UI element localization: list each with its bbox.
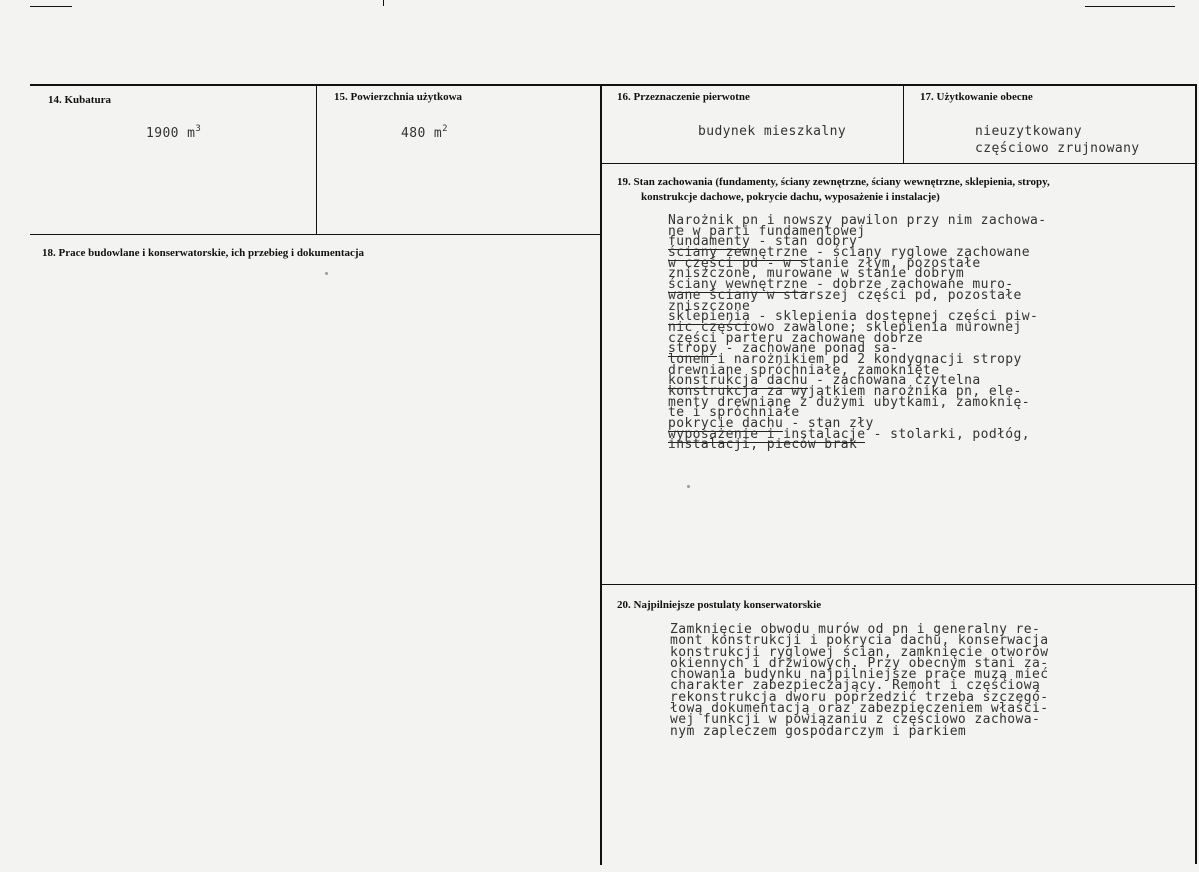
paper-speck bbox=[325, 272, 328, 275]
condition-category-label: fundamenty bbox=[668, 234, 751, 250]
field-15-value bbox=[401, 124, 448, 141]
divider-15-16 bbox=[600, 85, 602, 865]
condition-line-text: - ściany ryglowe zachowane bbox=[807, 245, 1030, 261]
condition-line-text: - sklepienia dostępnej części piw- bbox=[750, 309, 1039, 325]
condition-line-text: - stan zły bbox=[783, 416, 874, 432]
condition-line-text: zniszczone, murowane w stanie dobrym bbox=[668, 266, 965, 282]
field-16-value: budynek mieszkalny bbox=[698, 124, 847, 139]
postulate-line: wej funkcji w powiązaniu z częściowo zachowa- bbox=[670, 712, 1041, 728]
field-16-label: 16. Przeznaczenie pierwotne bbox=[617, 91, 750, 103]
postulate-line: chowania budynku najpilniejsze prace muzą mieć bbox=[670, 667, 1049, 683]
divider-14-15 bbox=[316, 85, 317, 235]
condition-category-label: ściany wewnętrzne bbox=[668, 277, 808, 293]
field-14-label: 14. Kubatura bbox=[48, 94, 111, 106]
condition-line-text: - dobrze zachowane muro- bbox=[807, 277, 1014, 293]
condition-category-label: ściany zewnętrzne bbox=[668, 245, 808, 261]
condition-line-text: części parteru zachowane dobrze bbox=[668, 330, 924, 346]
postulate-line: łową dokumentacją oraz zabezpieczeniem właści- bbox=[670, 701, 1049, 717]
condition-line-text: te i spróchniałe bbox=[668, 405, 800, 421]
condition-line-text: Narożnik pn i nowszy pawilon przy nim zachowa- bbox=[668, 213, 1047, 228]
field-19-condition-text bbox=[668, 213, 1047, 453]
condition-category-label: stropy bbox=[668, 341, 718, 357]
postulate-line: okiennych i drzwiowych. Przy obecnym stani za- bbox=[670, 655, 1049, 671]
field-15-value-text: 480 m bbox=[401, 126, 443, 141]
postulate-line: konstrukcji ryglowej ścian, zamknięcie otworów bbox=[670, 644, 1049, 660]
divider-row-14-18 bbox=[30, 234, 601, 235]
field-17-label: 17. Użytkowanie obecne bbox=[920, 91, 1033, 103]
top-edge-tick-line-right bbox=[1085, 6, 1175, 7]
field-14-unit-exponent: 3 bbox=[195, 124, 202, 134]
condition-category-label: wyposażenie i instalacje bbox=[668, 426, 866, 442]
condition-category-label: konstrukcja dachu bbox=[668, 373, 808, 389]
condition-line-text: - stolarki, podłóg, bbox=[865, 426, 1030, 442]
field-19-label-line-2: konstrukcje dachowe, pokrycie dachu, wyposażenie i instalacje) bbox=[641, 191, 940, 203]
field-14-value bbox=[146, 124, 201, 141]
field-15-label: 15. Powierzchnia użytkowa bbox=[334, 91, 463, 103]
field-17-value-line-2: częściowo zrujnowany bbox=[975, 141, 1140, 156]
condition-line-text: - zachowane ponad sa- bbox=[717, 341, 899, 357]
condition-category-label: pokrycie dachu bbox=[668, 416, 784, 432]
condition-line-text: - stan dobry bbox=[750, 234, 858, 250]
divider-16-17 bbox=[903, 85, 904, 164]
condition-line-text: nic częściowo zawalone; sklepienia murownej bbox=[668, 319, 1022, 335]
postulate-line: charakter zabezpieczający. Remont i częściową bbox=[670, 678, 1041, 694]
field-14-value-text: 1900 m bbox=[146, 126, 196, 141]
divider-row-16-19 bbox=[601, 163, 1197, 164]
condition-line-text: drewniane spróchniałe, zamoknięte bbox=[668, 362, 940, 378]
postulate-line: mont konstrukcji i pokrycia dachu, konserwacja bbox=[670, 633, 1049, 649]
condition-line-text: wane ściany w starszej części pd, pozostałe bbox=[668, 287, 1022, 303]
condition-line-text: menty drewniane z dużymi ubytkami, zamoknię- bbox=[668, 394, 1030, 410]
field-19-label-line-1: 19. Stan zachowania (fundamenty, ściany zewnętrzne, ściany wewnętrzne, sklepienia, stropy, bbox=[617, 176, 1050, 188]
postulate-line: nym zapleczem gospodarczym i parkiem bbox=[670, 723, 967, 739]
paper-speck bbox=[687, 485, 690, 488]
field-15-unit-exponent: 2 bbox=[442, 124, 448, 134]
condition-line-text: w części pd - w stanie złym, pozostałe bbox=[668, 255, 981, 271]
condition-line-text: lonem i narożnikiem pd 2 kondygnacji stropy bbox=[668, 351, 1022, 367]
postulate-line: Zamknięcie obwodu murów od pn i generalny re- bbox=[670, 622, 1041, 637]
field-20-postulates-text bbox=[670, 624, 1048, 737]
divider-row-19-20 bbox=[601, 584, 1197, 585]
condition-line-text: - zachowana czytelna bbox=[807, 373, 981, 389]
form-top-border bbox=[30, 84, 1197, 86]
field-20-label: 20. Najpilniejsze postulaty konserwatorskie bbox=[617, 599, 822, 611]
condition-line-text: ne w parti fundamentowej bbox=[668, 223, 866, 239]
field-17-value-line-1: nieuzytkowany bbox=[975, 124, 1082, 139]
postulate-line: rekonstrukcja dworu poprzedzić trzeba szczegó- bbox=[670, 689, 1049, 705]
top-edge-tick-line bbox=[30, 6, 72, 7]
condition-category-label: sklepienia bbox=[668, 309, 751, 325]
field-18-label: 18. Prace budowlane i konserwatorskie, ich przebieg i dokumentacja bbox=[42, 247, 365, 259]
condition-line-text: instalacji, pieców brak bbox=[668, 437, 858, 453]
top-edge-tick-mark bbox=[383, 0, 384, 6]
form-right-border bbox=[1195, 84, 1197, 864]
condition-line-text: konstrukcja za wyjątkiem narożnika pn, ele- bbox=[668, 384, 1022, 399]
condition-line-text: zniszczone bbox=[668, 298, 751, 314]
